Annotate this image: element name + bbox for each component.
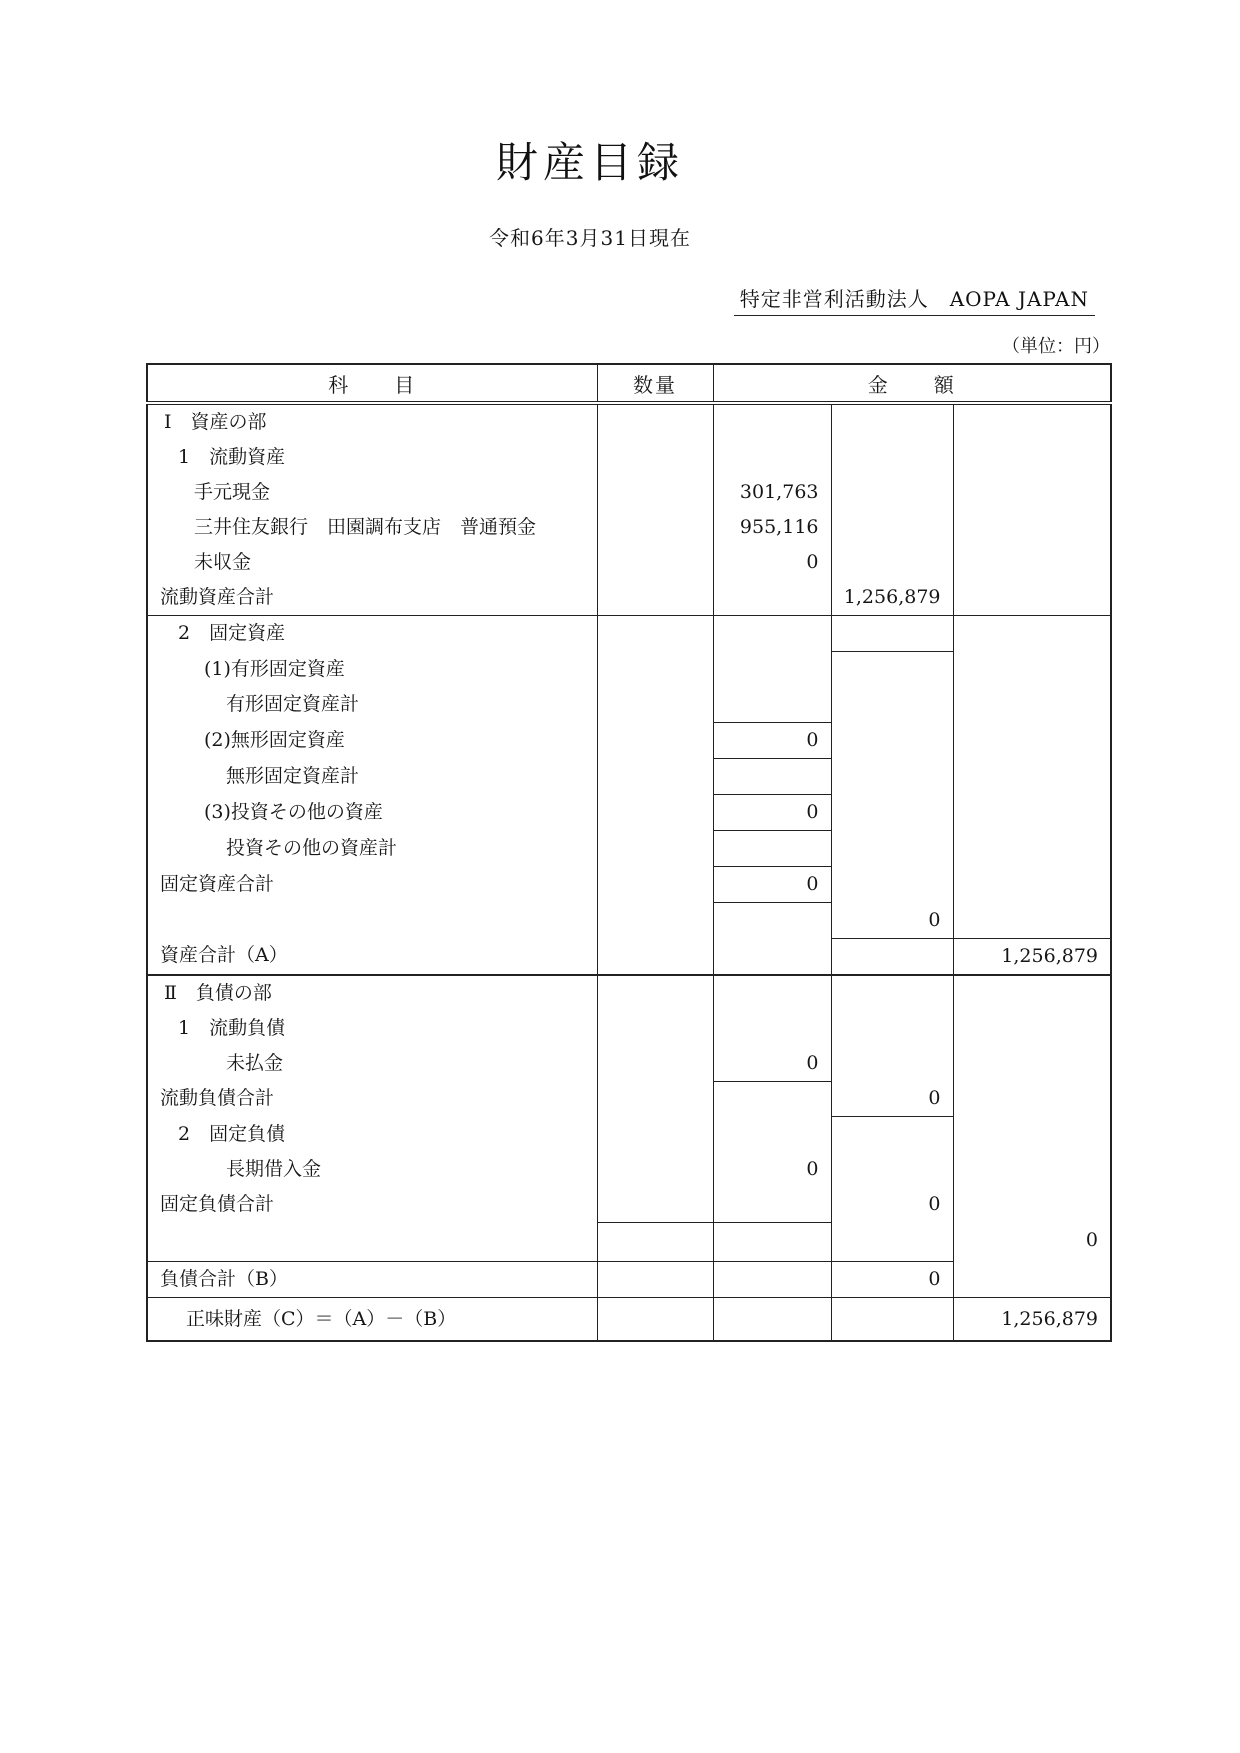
amount1-cell [713, 938, 831, 975]
table-row [147, 723, 1111, 759]
quantity-cell [597, 403, 713, 440]
table-row [147, 440, 1111, 475]
amount2-cell [831, 475, 953, 510]
amount3-cell [953, 867, 1111, 903]
amount2-cell [831, 1011, 953, 1046]
amount3-cell [953, 795, 1111, 831]
item-cell: 三井住友銀行 田園調布支店 普通預金 [194, 516, 537, 539]
table-row [147, 545, 1111, 580]
amount3-cell [953, 687, 1111, 723]
quantity-cell [597, 1223, 713, 1262]
table-row [147, 795, 1111, 831]
quantity-cell [597, 723, 713, 759]
amount3-cell [953, 580, 1111, 616]
quantity-cell [597, 759, 713, 795]
item-cell: 1 流動資産 [178, 446, 286, 469]
amount3-cell [953, 1046, 1111, 1082]
amount1-cell: 0 [713, 723, 831, 759]
item-cell: 長期借入金 [226, 1158, 322, 1181]
amount1-cell [713, 1223, 831, 1262]
amount3-cell [953, 723, 1111, 759]
item-cell: 無形固定資産計 [226, 765, 360, 788]
amount2-cell: 1,256,879 [831, 580, 953, 616]
amount3-cell [953, 403, 1111, 440]
amount1-cell: 0 [713, 1046, 831, 1082]
amount3-cell [953, 1011, 1111, 1046]
item-cell [147, 1223, 597, 1262]
amount2-cell [831, 759, 953, 795]
item-cell: 投資その他の資産計 [226, 837, 398, 860]
amount1-cell [713, 580, 831, 616]
item-cell: 手元現金 [194, 481, 271, 504]
amount3-cell [953, 1262, 1111, 1298]
amount1-cell: 301,763 [739, 481, 819, 504]
item-cell: 未払金 [226, 1051, 284, 1074]
amount1-cell [713, 759, 831, 795]
table-row [147, 616, 1111, 652]
table-row [147, 1262, 1111, 1298]
amount1-cell [713, 975, 831, 1011]
table-row [147, 759, 1111, 795]
table-row [147, 1223, 1111, 1262]
amount1-cell [713, 1187, 831, 1223]
quantity-cell [597, 545, 713, 580]
quantity-cell [597, 1152, 713, 1187]
quantity-cell [597, 795, 713, 831]
quantity-cell [597, 510, 713, 545]
amount3-cell: 0 [953, 1223, 1111, 1262]
amount1-cell: 0 [713, 795, 831, 831]
amount3-cell: 1,256,879 [953, 938, 1111, 975]
amount2-cell: 0 [831, 903, 953, 939]
table-row [147, 867, 1111, 903]
amount1-cell [713, 440, 831, 475]
amount1-cell: 955,116 [739, 516, 819, 539]
item-cell: 2 固定資産 [178, 622, 286, 645]
table-row [147, 938, 1111, 975]
amount1-cell [713, 687, 831, 723]
table-row [147, 1011, 1111, 1046]
item-cell: 流動負債合計 [160, 1087, 275, 1110]
amount2-cell [831, 795, 953, 831]
quantity-cell [597, 903, 713, 939]
item-cell: 有形固定資産計 [226, 693, 360, 716]
quantity-cell [597, 1298, 713, 1342]
quantity-cell [597, 687, 713, 723]
item-cell: (1)有形固定資産 [204, 657, 345, 680]
table-row [147, 1046, 1111, 1082]
item-cell: Ⅰ 資産の部 [164, 411, 267, 434]
amount2-cell [831, 510, 953, 545]
table-row [147, 1117, 1111, 1153]
amount1-cell [713, 616, 831, 652]
amount2-cell [831, 652, 953, 688]
amount2-cell [831, 1223, 953, 1262]
amount2-cell [831, 1298, 953, 1342]
amount2-cell [831, 1117, 953, 1153]
item-cell: 2 固定負債 [178, 1122, 286, 1145]
table-row [147, 831, 1111, 867]
item-cell: 固定資産合計 [160, 873, 275, 896]
unit-label: （単位：円） [1002, 336, 1110, 357]
amount3-cell [953, 831, 1111, 867]
table-header-row [147, 364, 1111, 403]
quantity-cell [597, 616, 713, 652]
amount3-cell [953, 510, 1111, 545]
amount1-cell [713, 1011, 831, 1046]
item-cell: 負債合計（B） [147, 1262, 597, 1298]
table-row [147, 1298, 1111, 1342]
quantity-cell [597, 1011, 713, 1046]
table-row [147, 1152, 1111, 1187]
item-cell: 固定負債合計 [160, 1193, 275, 1216]
amount3-cell [953, 545, 1111, 580]
item-cell: Ⅱ 負債の部 [164, 981, 272, 1004]
quantity-cell [597, 475, 713, 510]
amount3-cell [953, 903, 1111, 939]
amount3-cell: 1,256,879 [953, 1298, 1111, 1342]
item-cell: 未収金 [194, 551, 252, 574]
amount1-cell: 0 [806, 1158, 819, 1181]
item-cell: 1 流動負債 [178, 1016, 286, 1039]
table-row [147, 903, 1111, 939]
quantity-cell [597, 580, 713, 616]
amount2-cell: 0 [831, 1081, 953, 1117]
quantity-cell [597, 1117, 713, 1153]
amount2-cell [831, 1152, 953, 1187]
table-row [147, 475, 1111, 510]
quantity-cell [597, 938, 713, 975]
amount1-cell: 0 [806, 551, 819, 574]
table-row [147, 1081, 1111, 1117]
amount2-cell [831, 403, 953, 440]
quantity-cell [597, 652, 713, 688]
item-cell: (2)無形固定資産 [204, 729, 345, 752]
amount3-cell [953, 616, 1111, 652]
amount2-cell [831, 831, 953, 867]
amount3-cell [953, 759, 1111, 795]
table-row [147, 403, 1111, 440]
amount1-cell [713, 1117, 831, 1153]
table-row [147, 687, 1111, 723]
amount1-cell: 0 [713, 867, 831, 903]
table-row [147, 652, 1111, 688]
amount2-cell [831, 440, 953, 475]
amount3-cell [953, 1081, 1111, 1117]
table-header-quantity: 数量 [597, 364, 713, 403]
amount2-cell [831, 867, 953, 903]
amount2-cell [831, 687, 953, 723]
item-cell [147, 903, 597, 939]
amount3-cell [953, 475, 1111, 510]
amount3-cell [953, 1117, 1111, 1153]
quantity-cell [597, 1046, 713, 1082]
quantity-cell [597, 975, 713, 1011]
amount3-cell [953, 1187, 1111, 1223]
amount1-cell [713, 1081, 831, 1117]
organization-name: 特定非営利活動法人 AOPA JAPAN [734, 283, 1095, 316]
amount2-cell [831, 975, 953, 1011]
amount3-cell [953, 975, 1111, 1011]
amount2-cell [831, 616, 953, 652]
quantity-cell [597, 867, 713, 903]
item-cell: (3)投資その他の資産 [204, 801, 383, 824]
amount1-cell [713, 1262, 831, 1298]
document-date: 令和6年3月31日現在 [489, 226, 691, 250]
document-title: 財産目録 [495, 138, 684, 187]
table-header-item: 科 目 [147, 364, 597, 403]
amount2-cell [831, 723, 953, 759]
amount1-cell [713, 903, 831, 939]
amount1-cell [713, 403, 831, 440]
table-row [147, 975, 1111, 1011]
table-row [147, 1187, 1111, 1223]
item-cell: 資産合計（A） [147, 938, 597, 975]
item-cell: 流動資産合計 [147, 580, 597, 616]
amount1-cell [713, 831, 831, 867]
quantity-cell [597, 1187, 713, 1223]
amount2-cell: 0 [831, 1262, 953, 1298]
quantity-cell [597, 440, 713, 475]
item-cell: 正味財産（C）＝（A）－（B） [186, 1307, 457, 1330]
amount1-cell [713, 652, 831, 688]
table-row [147, 580, 1111, 616]
table-row [147, 510, 1111, 545]
quantity-cell [597, 1262, 713, 1298]
table-header-amount: 金 額 [713, 364, 1111, 403]
amount2-cell [831, 545, 953, 580]
amount3-cell [953, 1152, 1111, 1187]
amount3-cell [953, 652, 1111, 688]
amount1-cell [713, 1298, 831, 1342]
amount2-cell [831, 1046, 953, 1082]
inventory-table [146, 363, 1112, 1342]
quantity-cell [597, 831, 713, 867]
amount2-cell: 0 [831, 1187, 953, 1223]
quantity-cell [597, 1081, 713, 1117]
amount2-cell [831, 938, 953, 975]
amount3-cell [953, 440, 1111, 475]
